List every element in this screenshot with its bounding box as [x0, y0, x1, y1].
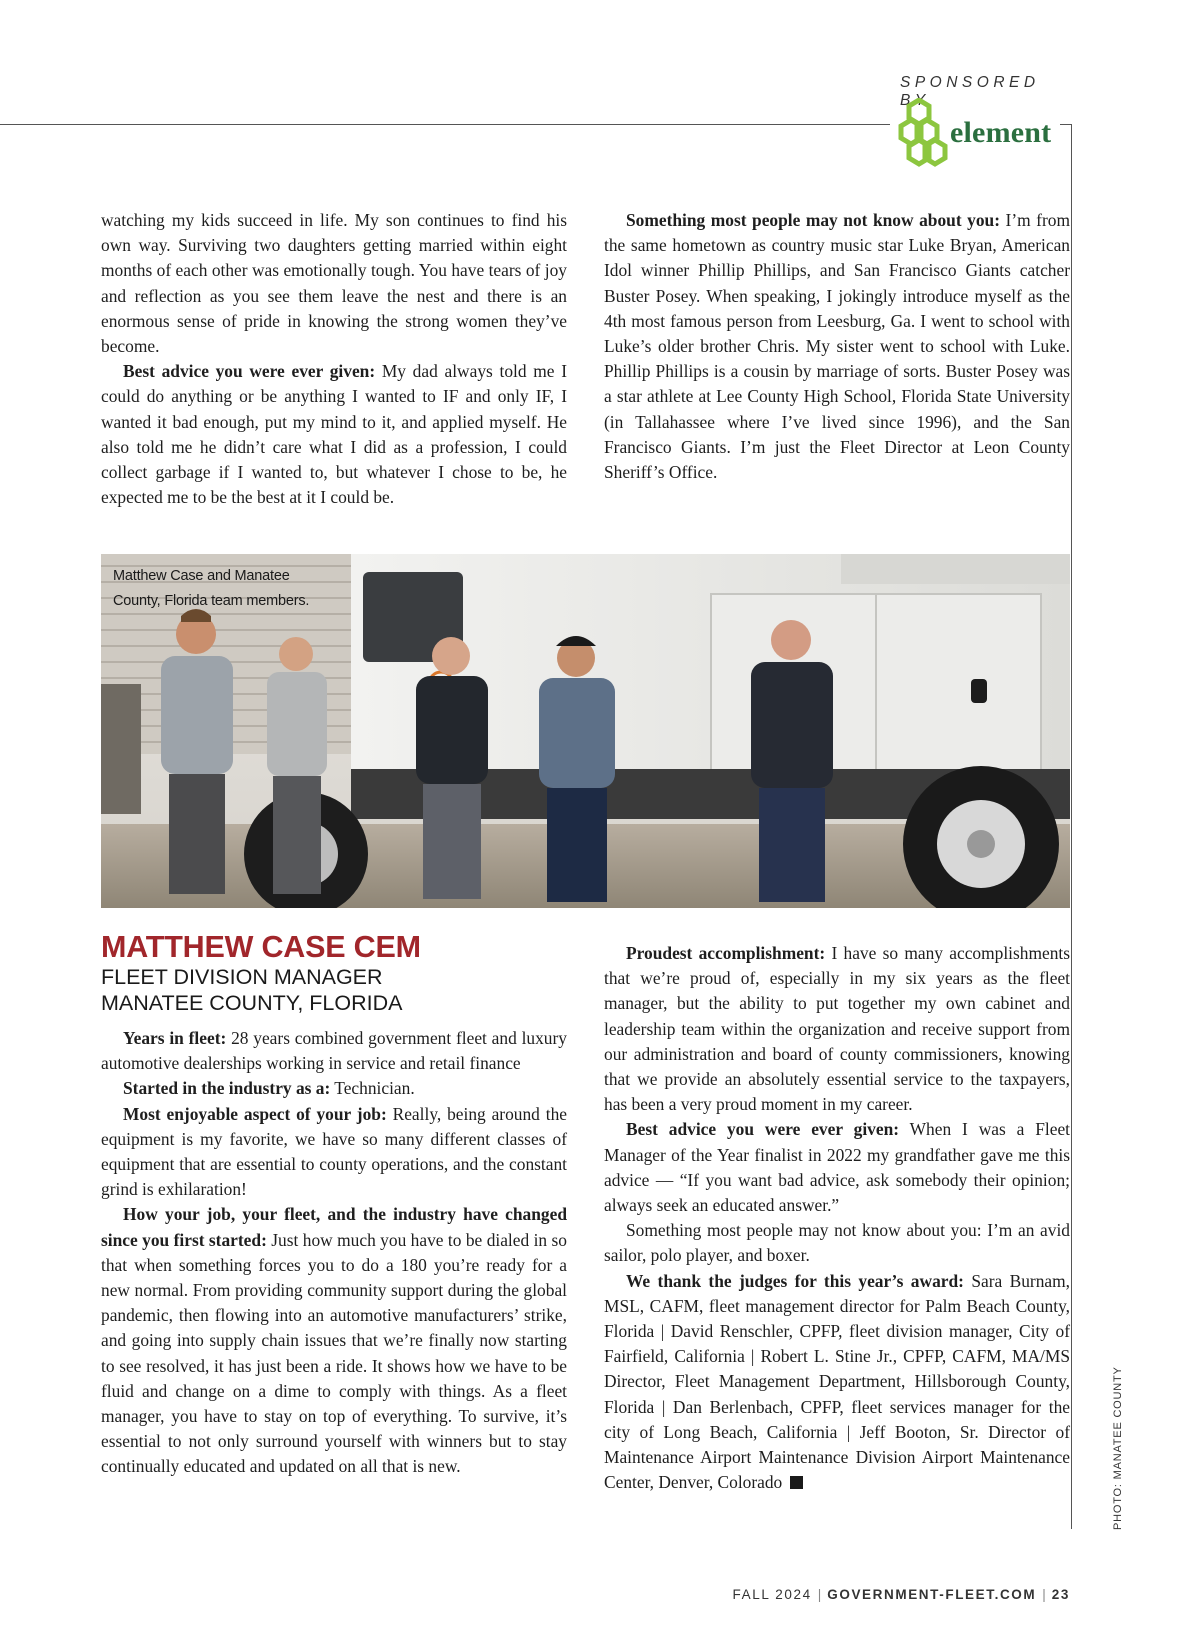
paragraph-text: I’m from the same hometown as country music star Luke Bryan, American Idol winner Phillip Phillips, and San Francisco Giants catcher Buster Posey. When speaking, I jokingly introduce myself as the 4th most famous person from Leesburg, Ga. I went to school with Luke’s older brother Chris. My sister went to school with Luke. Phillip Phillips is a cousin by marriage of sorts. Buster Posey was a star athlete at Lee County High School, Florida State University (in Tallahassee where I’ve lived since 1996), and the San Francisco Giants. I’m just the Fleet Director at Leon County Sheriff’s Office.	[604, 210, 1070, 483]
profile-title: FLEET DIVISION MANAGER	[101, 965, 383, 989]
paragraph-label: Started in the industry as a:	[123, 1078, 331, 1099]
bottom-left-column	[101, 1026, 567, 1480]
page-footer	[733, 1587, 1070, 1602]
photo-credit: PHOTO: MANATEE COUNTY	[1112, 1366, 1124, 1530]
paragraph-text: Really, being around the equipment is my favorite, we have so many different classes of equipment that are essential to county operations, and the constant grind is exhilaration!	[101, 1103, 567, 1200]
paragraph-text: Technician.	[330, 1078, 415, 1099]
paragraph	[604, 1117, 1070, 1218]
element-logo	[897, 98, 1067, 168]
footer-separator: |	[817, 1587, 822, 1602]
paragraph-label: How your job, your fleet, and the industry have changed since you first started:	[101, 1204, 567, 1250]
paragraph-text: Sara Burnam, MSL, CAFM, fleet management director for Palm Beach County, Florida | David Renschler, CPFP, fleet division manager, City of Fairfield, California | Robert L. Stine Jr., CPFP, CAFM, MA/MS Director, Fleet Management Department, Hillsborough County, Florida | Dan Berlenbach, CPFP, fleet services manager for the city of Long Beach, California | Jeff Booton, Sr. Director of Maintenance Airport Maintenance Division Airport Maintenance Center, Denver, Colorado	[604, 1270, 1070, 1493]
page-number: 23	[1051, 1587, 1070, 1602]
paragraph	[604, 1269, 1070, 1496]
paragraph	[101, 1076, 567, 1101]
right-margin-rule	[1071, 124, 1072, 1529]
top-left-column	[101, 208, 567, 510]
paragraph-label: Best advice you were ever given:	[626, 1119, 900, 1140]
person	[751, 620, 833, 902]
paragraph-text: My dad always told me I could do anything or be anything I wanted to IF and only IF, I wanted it bad enough, put my mind to it, and applied myself. He also told me he didn’t care what I did as a profession, I could collect garbage if I wanted to, but whatever I chose to be, he expected me to be the best at it I could be.	[101, 361, 567, 508]
bottom-right-column	[604, 941, 1070, 1495]
paragraph-label: We thank the judges for this year’s award:	[626, 1270, 964, 1291]
person	[267, 637, 327, 894]
paragraph-label: Proudest accomplishment:	[626, 943, 826, 963]
top-right-column	[604, 208, 1070, 485]
paragraph-label: Something most people may not know about you:	[626, 210, 1001, 230]
end-mark-icon	[790, 1476, 803, 1489]
paragraph	[101, 1102, 567, 1203]
paragraph-text: I have so many accomplishments that we’re proud of, especially in my six years as the fleet manager, but the ability to put together my own cabinet and leadership team within the organization and receive support from our administration and board of county commissioners, knowing that we provide an absolutely essential service to the taxpayers, has been a very proud moment in my career.	[604, 943, 1070, 1115]
paragraph	[604, 941, 1070, 1117]
issue-label: FALL 2024	[732, 1587, 812, 1602]
paragraph-text: Just how much you have to be dialed in so that when something forces you to do a 180 you’re ready for a new normal. From providing community support during the global pandemic, then flowing into an automotive manufacturers’ strike, and going into supply chain issues that we’re finally now starting to see resolved, it has just been a ride. It shows how we have to be fluid and change on a dime to comply with things. As a fleet manager, you have to stay on top of everything. To survive, it’s essential to not only surround yourself with winners but to stay continually educated and updated on all that is new.	[101, 1229, 567, 1477]
paragraph: Something most people may not know about you: I’m an avid sailor, polo player, and boxer.	[604, 1220, 1070, 1266]
paragraph	[604, 208, 1070, 485]
profile-name: MATTHEW CASE CEM	[101, 930, 421, 964]
sponsor-name: element	[950, 116, 1052, 149]
profile-location: MANATEE COUNTY, FLORIDA	[101, 991, 403, 1015]
paragraph-label: Years in fleet:	[123, 1028, 227, 1048]
paragraph-label: Best advice you were ever given:	[123, 361, 376, 382]
paragraph-label: Most enjoyable aspect of your job:	[123, 1103, 387, 1124]
site-name: GOVERNMENT-FLEET.COM	[827, 1587, 1037, 1602]
team-photo	[101, 554, 1070, 908]
header-rule	[0, 124, 890, 125]
photo-caption: Matthew Case and Manatee County, Florida team members.	[113, 568, 310, 609]
paragraph	[101, 359, 567, 510]
paragraph	[101, 1026, 567, 1076]
paragraph: watching my kids succeed in life. My son continues to find his own way. Surviving two daughters getting married within eight months of each other was emotionally tough. You have tears of joy and reflection as you see them leave the nest and there is an enormous sense of pride in knowing the strong women they’ve become.	[101, 210, 567, 357]
paragraph	[101, 1202, 567, 1479]
paragraph-text: When I was a Fleet Manager of the Year finalist in 2022 my grandfather gave me this advice — “If you want bad advice, ask somebody their opinion; always seek an educated answer.”	[604, 1119, 1071, 1216]
sponsored-by-label: SPONSORED BY	[900, 74, 1040, 109]
footer-separator: |	[1042, 1587, 1046, 1602]
hexagon-cluster-icon	[897, 98, 957, 168]
paragraph-text: 28 years combined government fleet and luxury automotive dealerships working in service and retail finance	[101, 1028, 567, 1074]
